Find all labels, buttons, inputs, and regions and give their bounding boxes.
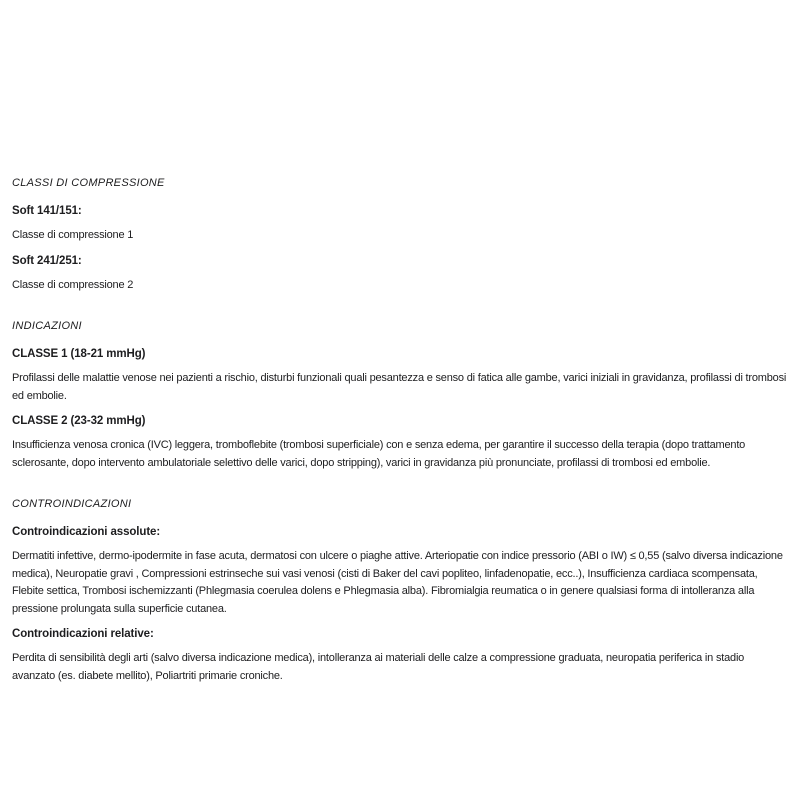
subheading: CLASSE 2 (23-32 mmHg) bbox=[12, 415, 146, 427]
paragraph: Profilassi delle malattie venose nei pazienti a rischio, disturbi funzionali quali pesantezza e senso di fatica alle gambe, varici iniziali in gravidanza, profilassi di trombosi ed embolie. bbox=[12, 372, 787, 402]
subheading: Soft 141/151: bbox=[12, 205, 82, 217]
section-heading: CLASSI DI COMPRESSIONE bbox=[12, 177, 165, 189]
subheading: Controindicazioni relative: bbox=[12, 628, 154, 640]
paragraph: Dermatiti infettive, dermo-ipodermite in fase acuta, dermatosi con ulcere o piaghe attive. Arteriopatie con indice pressorio (ABI o IW) ≤ 0,55 (salvo diversa indicazione medica), Neuropatie gravi , Compressioni estrinseche sui vasi venosi (cisti di Baker del cavi popliteo, linfadenopatie, ecc..), Insufficienza cardiaca scompensata, Flebite settica, Trombosi ischemizzanti (Phlegmasia coerulea dolens e Phlegmasia alba). Fibromialgia reumatica o in genere qualsiasi forma di intolleranza alla pressione prolungata sulla superficie cutanea. bbox=[12, 550, 783, 615]
paragraph: Perdita di sensibilità degli arti (salvo diversa indicazione medica), intolleranza ai materiali delle calze a compressione graduata, neuropatia periferica in stadio avanzato (es. diabete mellito), Poliartriti primarie croniche. bbox=[12, 652, 745, 682]
document-section bbox=[12, 320, 788, 472]
subheading: CLASSE 1 (18-21 mmHg) bbox=[12, 348, 146, 360]
paragraph: Classe di compressione 1 bbox=[12, 229, 134, 241]
paragraph: Classe di compressione 2 bbox=[12, 278, 134, 291]
subheading: Controindicazioni assolute: bbox=[12, 526, 161, 538]
document-section bbox=[12, 177, 788, 294]
document-section bbox=[12, 498, 788, 685]
subheading: Soft 241/251: bbox=[12, 254, 82, 267]
paragraph: Insufficienza venosa cronica (IVC) leggera, tromboflebite (trombosi superficiale) con e senza edema, per garantire il successo della terapia (dopo trattamento sclerosante, dopo intervento ambulatoriale selettivo delle varici, dopo stripping), varici in gravidanza più pronunciate, profilassi di trombosi ed embolie. bbox=[12, 439, 746, 469]
section-heading: INDICAZIONI bbox=[12, 320, 82, 332]
section-heading: CONTROINDICAZIONI bbox=[12, 498, 132, 510]
